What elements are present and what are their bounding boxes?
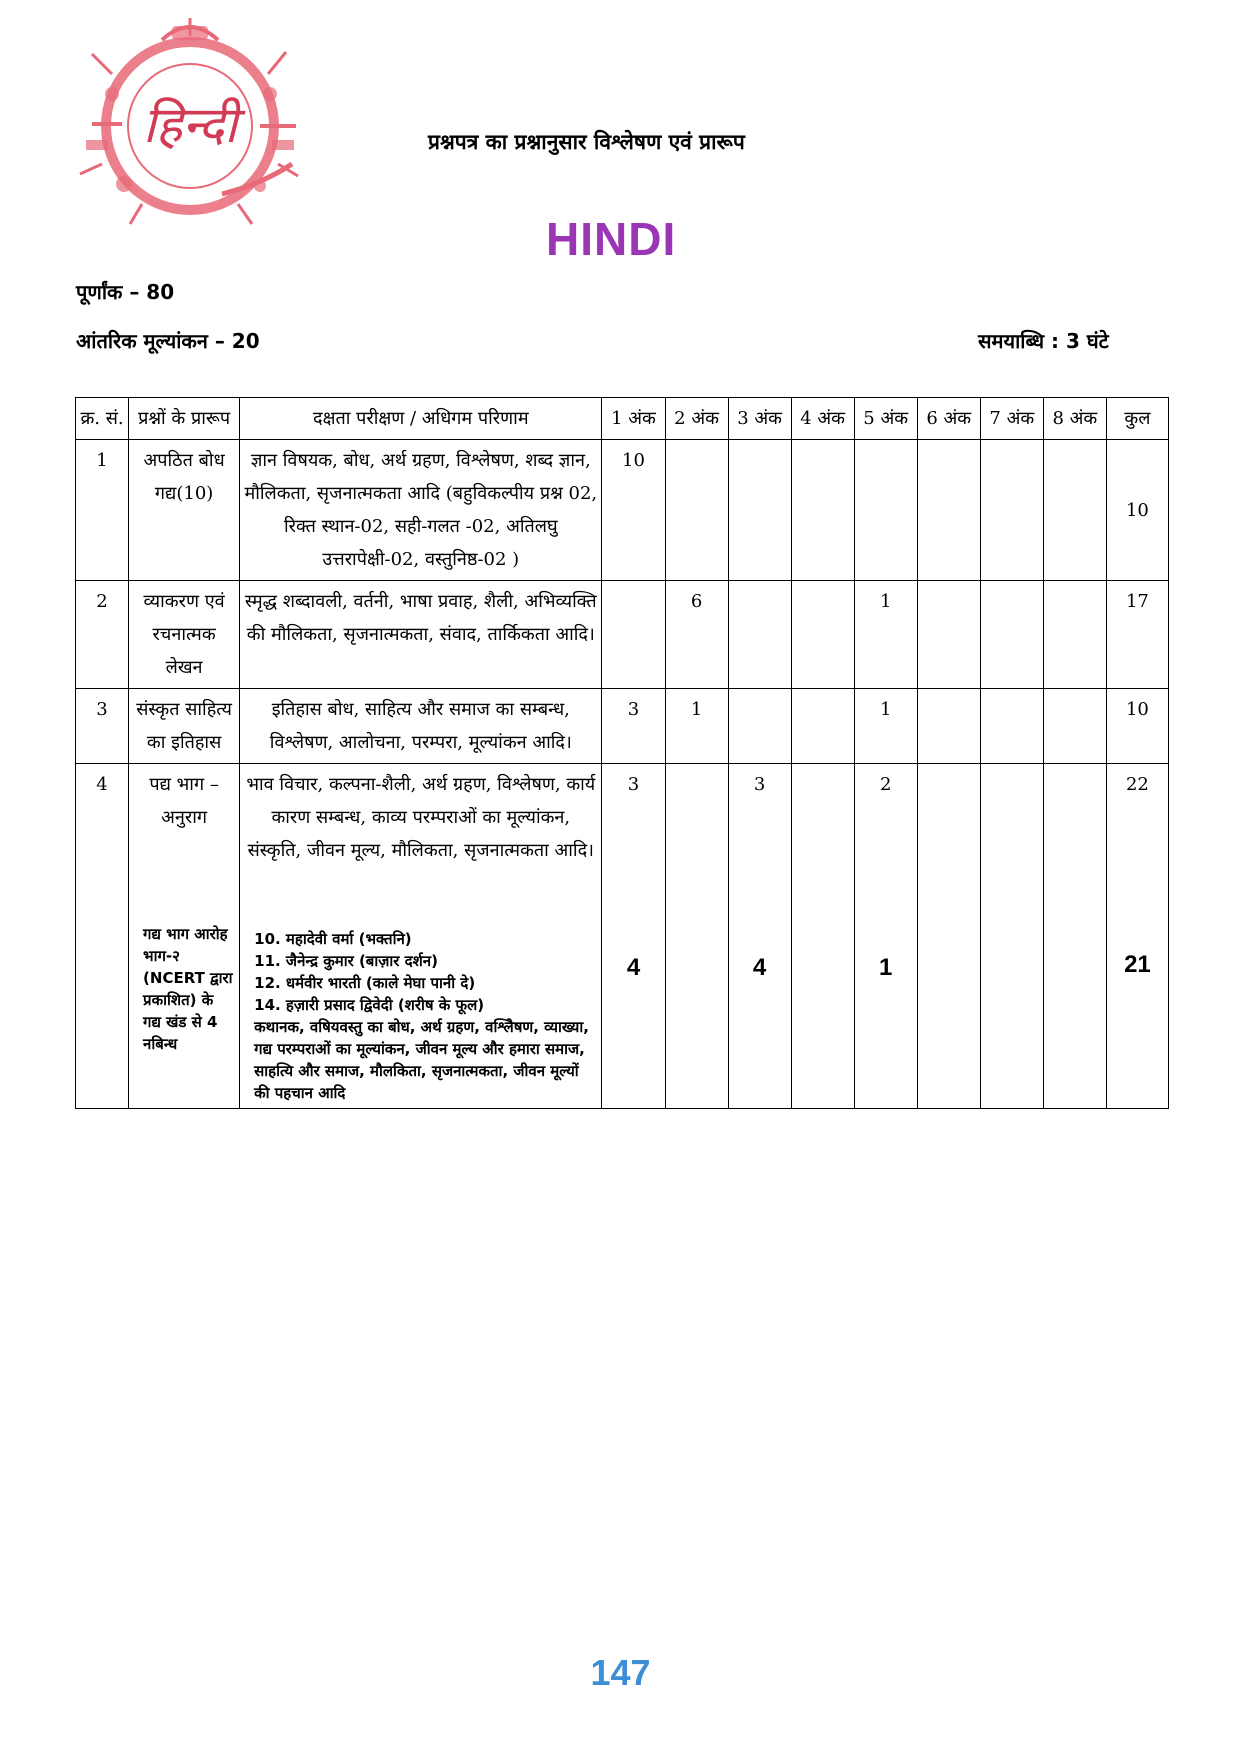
cell-mark: 6 xyxy=(665,581,728,689)
mark-main xyxy=(922,768,976,951)
cell-mark xyxy=(980,764,1043,1109)
mark-main: 3 xyxy=(627,774,640,795)
subject-title: HINDI xyxy=(546,213,677,265)
header-marks-5: 5 अंक xyxy=(854,398,917,440)
mark-main xyxy=(1048,768,1102,951)
mark-main: 3 xyxy=(753,774,766,795)
cell-mark xyxy=(665,440,728,581)
header-sn: क्र. सं. xyxy=(76,398,129,440)
cell-mark xyxy=(728,440,791,581)
total-sub: 21 xyxy=(1124,951,1151,978)
cell-sn: 4 xyxy=(76,764,129,1109)
cell-format: व्याकरण एवं रचनात्मक लेखन xyxy=(129,581,240,689)
header-total: कुल xyxy=(1106,398,1168,440)
cell-mark xyxy=(728,689,791,764)
mark-main xyxy=(796,768,850,951)
blueprint-table xyxy=(75,397,1169,1109)
logo-text: हिन्दी xyxy=(142,96,238,154)
cell-mark: 10 xyxy=(602,440,665,581)
total-main: 22 xyxy=(1125,774,1149,795)
cell-skill: इतिहास बोध, साहित्य और समाज का सम्बन्ध, विश्लेषण, आलोचना, परम्परा, मूल्यांकन आदि। xyxy=(240,689,602,764)
cell-mark xyxy=(917,440,980,581)
cell-skill: स्मृद्ध शब्दावली, वर्तनी, भाषा प्रवाह, शैली, अभिव्यक्ति की मौलिकता, सृजनात्मकता, संवाद, तार्किकता आदि। xyxy=(240,581,602,689)
sub-item: 14. हज़ारी प्रसाद द्विवेदी (शरीष के फूल) xyxy=(254,996,485,1014)
cell-mark xyxy=(854,764,917,1109)
table-row xyxy=(76,440,1169,581)
mark-main xyxy=(670,768,724,951)
header-skill: दक्षता परीक्षण / अधिगम परिणाम xyxy=(240,398,602,440)
cell-mark xyxy=(980,689,1043,764)
cell-format: संस्कृत साहित्य का इतिहास xyxy=(129,689,240,764)
internal-assessment: आंतरिक मूल्यांकन – 20 xyxy=(76,329,260,353)
cell-mark xyxy=(917,689,980,764)
cell-sn: 3 xyxy=(76,689,129,764)
mark-sub: 1 xyxy=(879,954,893,981)
cell-mark: 1 xyxy=(665,689,728,764)
cell-total: 10 xyxy=(1106,440,1168,581)
cell-skill: ज्ञान विषयक, बोध, अर्थ ग्रहण, विश्लेषण, शब्द ज्ञान, मौलिकता, सृजनात्मकता आदि (बहुविकल्पीय प्रश्न 02, रिक्त स्थान-02, सही-गलत -02, अतिलघु उत्तरापेक्षी-02, वस्तुनिष्ठ-02 ) xyxy=(240,440,602,581)
cell-mark: 3 xyxy=(602,689,665,764)
table-header-row xyxy=(76,398,1169,440)
cell-mark xyxy=(854,440,917,581)
cell-mark xyxy=(1043,440,1106,581)
full-marks: पूर्णांक – 80 xyxy=(76,280,175,304)
cell-mark xyxy=(1043,689,1106,764)
header-marks-4: 4 अंक xyxy=(791,398,854,440)
mark-sub: 4 xyxy=(626,954,641,981)
header-marks-6: 6 अंक xyxy=(917,398,980,440)
header-marks-3: 3 अंक xyxy=(728,398,791,440)
cell-mark xyxy=(1043,581,1106,689)
header-marks-2: 2 अंक xyxy=(665,398,728,440)
table-row xyxy=(76,689,1169,764)
document-subtitle: प्रश्नपत्र का प्रश्नानुसार विश्लेषण एवं प्रारूप xyxy=(428,130,745,154)
cell-format xyxy=(129,764,240,1109)
cell-mark xyxy=(602,764,665,1109)
cell-mark xyxy=(917,581,980,689)
sub-item: कथानक, वषियवस्तु का बोध, अर्थ ग्रहण, वश्लिेषण, व्याख्या, गद्य परम्पराओं का मूल्यांकन, जीवन मूल्य और हमारा समाज, साहत्यि और समाज, मौलकिता, सृजनात्मकता, जीवन मूल्यों की पहचान आदि xyxy=(254,1018,589,1102)
cell-mark xyxy=(665,764,728,1109)
sub-item: 11. जैनेन्द्र कुमार (बाज़ार दर्शन) xyxy=(254,952,438,970)
exam-duration: समयाब्धि : 3 घंटे xyxy=(978,329,1109,353)
table-row xyxy=(76,764,1169,1109)
hindi-logo xyxy=(72,14,304,234)
mark-sub: 4 xyxy=(752,954,767,981)
cell-mark xyxy=(728,581,791,689)
cell-mark xyxy=(791,581,854,689)
cell-mark xyxy=(728,764,791,1109)
cell-mark xyxy=(602,581,665,689)
cell-mark: 1 xyxy=(854,689,917,764)
cell-format: अपठित बोध गद्य(10) xyxy=(129,440,240,581)
cell-mark xyxy=(791,440,854,581)
mark-main: 2 xyxy=(879,774,892,795)
skill-main: भाव विचार, कल्पना-शैली, अर्थ ग्रहण, विश्लेषण, कार्य कारण सम्बन्ध, काव्य परम्पराओं का मूल्यांकन, संस्कृति, जीवन मूल्य, मौलिकता, सृजनात्मकता आदि। xyxy=(246,774,596,861)
cell-mark xyxy=(791,764,854,1109)
cell-mark xyxy=(1043,764,1106,1109)
format-main: पद्य भाग – अनुराग xyxy=(149,774,219,828)
header-marks-7: 7 अंक xyxy=(980,398,1043,440)
skill-sub xyxy=(244,928,597,1104)
header-marks-8: 8 अंक xyxy=(1043,398,1106,440)
page-number: 147 xyxy=(590,1652,651,1693)
table-row xyxy=(76,581,1169,689)
mark-main xyxy=(985,768,1039,951)
cell-mark: 1 xyxy=(854,581,917,689)
format-sub: गद्य भाग आरोह भाग-२ (NCERT द्वारा प्रकाशित) के गद्य खंड से 4 नबिन्ध xyxy=(143,925,233,1053)
cell-total: 17 xyxy=(1106,581,1168,689)
cell-mark xyxy=(980,440,1043,581)
header-format: प्रश्नों के प्रारूप xyxy=(129,398,240,440)
cell-total xyxy=(1106,764,1168,1109)
sub-item: 10. महादेवी वर्मा (भक्तनि) xyxy=(254,930,412,948)
header-marks-1: 1 अंक xyxy=(602,398,665,440)
cell-sn: 1 xyxy=(76,440,129,581)
cell-mark xyxy=(791,689,854,764)
cell-mark xyxy=(917,764,980,1109)
sub-item: 12. धर्मवीर भारती (काले मेघा पानी दे) xyxy=(254,974,476,992)
cell-sn: 2 xyxy=(76,581,129,689)
cell-mark xyxy=(980,581,1043,689)
cell-skill xyxy=(240,764,602,1109)
cell-total: 10 xyxy=(1106,689,1168,764)
